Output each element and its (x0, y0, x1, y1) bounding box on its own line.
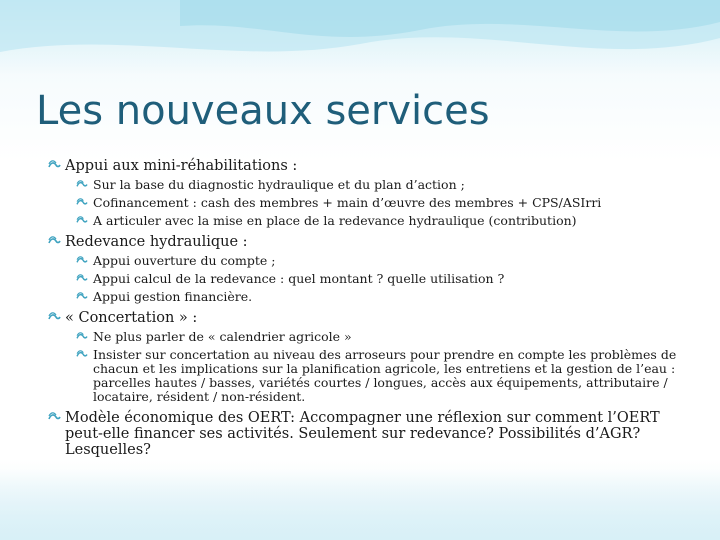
slide-title: Les nouveaux services (36, 88, 490, 134)
footer-decoration (0, 470, 720, 540)
bullet-text: Insister sur concertation au niveau des arroseurs pour prendre en compte les problèmes de chacun et les implications sur la planification agricole, les entretiens et la gestion de l’eau : parcelles hautes / basses, variétés courtes / longues, accès aux équipements, attributaire / locataire, résident / non-résident. (93, 347, 677, 404)
bullet-text: « Concertation » : (65, 310, 198, 326)
list-item (76, 178, 688, 192)
wave-bullet-icon (48, 236, 61, 246)
bullet-text: Appui ouverture du compte ; (93, 253, 276, 268)
wave-bullet-icon (76, 292, 88, 301)
list-item (48, 410, 688, 458)
bullet-text: Redevance hydraulique : (65, 234, 248, 250)
list-item (48, 310, 688, 326)
wave-bullet-icon (76, 180, 88, 189)
list-item (76, 330, 688, 344)
wave-bullet-icon (48, 160, 61, 170)
wave-bullet-icon (76, 332, 88, 341)
wave-bullet-icon (76, 350, 88, 359)
bullet-text: Sur la base du diagnostic hydraulique et du plan d’action ; (93, 177, 465, 192)
list-item (76, 348, 688, 404)
bullet-text: Appui calcul de la redevance : quel montant ? quelle utilisation ? (93, 271, 505, 286)
bullet-text: Appui aux mini-réhabilitations : (65, 158, 298, 174)
list-item (76, 214, 688, 228)
wave-bullet-icon (48, 312, 61, 322)
list-item (76, 254, 688, 268)
wave-bullet-icon (76, 274, 88, 283)
list-item (76, 272, 688, 286)
list-item (76, 196, 688, 210)
list-item (76, 290, 688, 304)
bullet-text: Ne plus parler de « calendrier agricole » (93, 329, 352, 344)
bullet-text: A articuler avec la mise en place de la redevance hydraulique (contribution) (93, 213, 577, 228)
list-item (48, 234, 688, 250)
wave-bullet-icon (76, 216, 88, 225)
bullet-text: Appui gestion financière. (93, 289, 253, 304)
header-wave-decoration (0, 0, 720, 80)
bullet-text: Modèle économique des OERT: Accompagner une réflexion sur comment l’OERT peut-elle financer ses activités. Seulement sur redevance? Possibilités d’AGR? Lesquelles? (65, 410, 660, 458)
wave-bullet-icon (76, 198, 88, 207)
bullet-list (48, 152, 688, 458)
wave-bullet-icon (76, 256, 88, 265)
bullet-text: Cofinancement : cash des membres + main d’œuvre des membres + CPS/ASIrri (93, 195, 602, 210)
wave-bullet-icon (48, 412, 61, 422)
list-item (48, 158, 688, 174)
